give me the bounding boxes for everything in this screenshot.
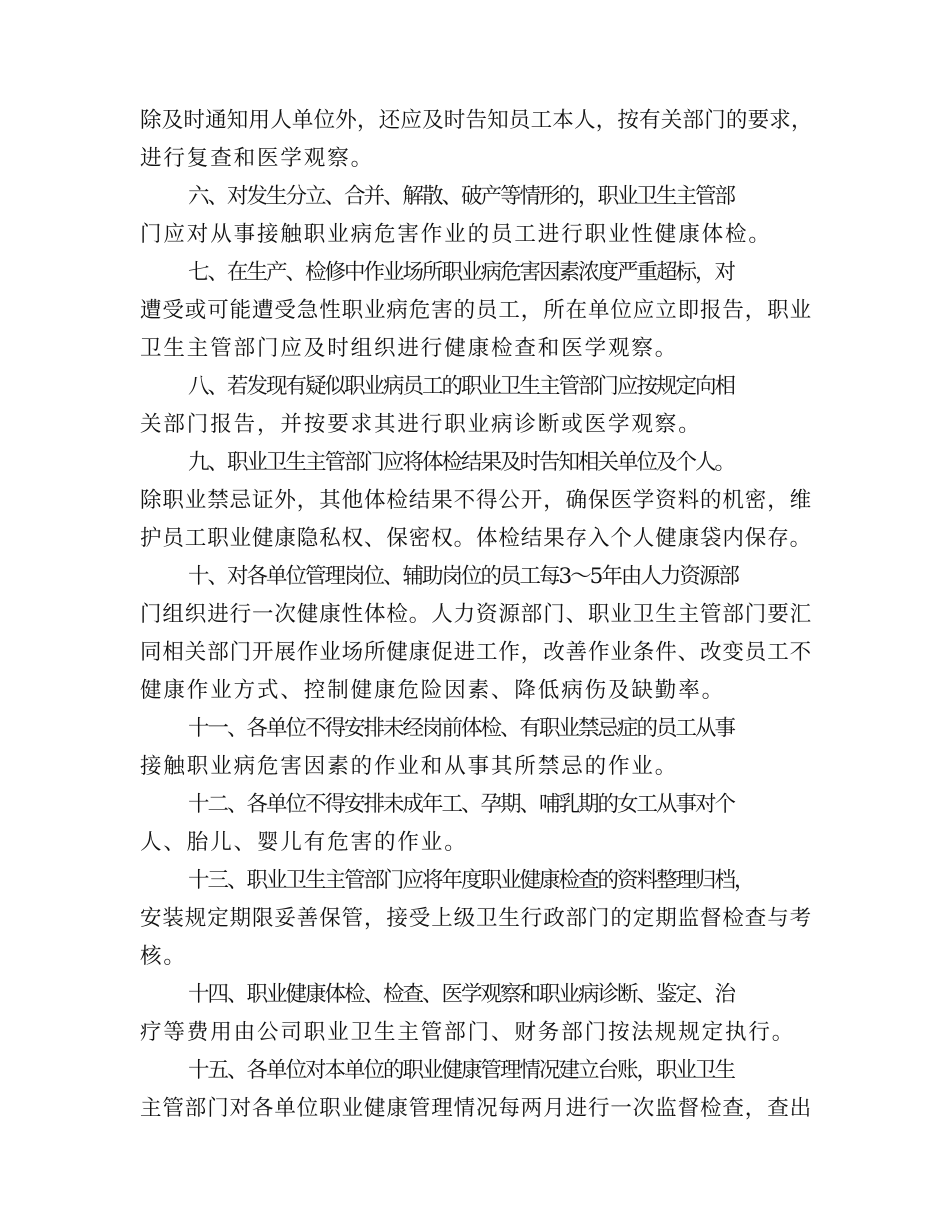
text-line: 十一、各单位不得安排未经岗前体检、有职业禁忌症的员工从事 [188,716,735,741]
text-line: 核。 [140,944,187,969]
paragraph-item-14 [140,976,812,1052]
text-line: 十、对各单位管理岗位、辅助岗位的员工每3～5年由人力资源部 [188,564,738,589]
document-page [140,102,812,1128]
text-line: 十四、职业健康体检、检查、医学观察和职业病诊断、鉴定、治 [188,982,735,1007]
paragraph-continuation [140,102,812,178]
text-line: 安装规定期限妥善保管，接受上级卫生行政部门的定期监督检查与考 [140,906,813,931]
text-line: 除职业禁忌证外，其他体检结果不得公开，确保医学资料的机密，维 [140,488,813,513]
text-line: 关部门报告，并按要求其进行职业病诊断或医学观察。 [140,412,702,437]
text-line: 主管部门对各单位职业健康管理情况每两月进行一次监督检查，查出 [140,1096,813,1121]
text-line: 十三、职业卫生主管部门应将年度职业健康检查的资料整理归档， [188,868,754,893]
paragraph-item-7 [140,254,812,368]
paragraph-item-9 [140,444,812,558]
paragraph-item-13 [140,862,812,976]
text-line: 门组织进行一次健康性体检。人力资源部门、职业卫生主管部门要汇 [140,602,813,627]
text-line: 人、胎儿、婴儿有危害的作业。 [140,830,468,855]
text-line: 九、职业卫生主管部门应将体检结果及时告知相关单位及个人。 [188,450,735,475]
text-line: 六、对发生分立、合并、解散、破产等情形的，职业卫生主管部 [188,184,735,209]
text-line: 遭受或可能遭受急性职业病危害的员工，所在单位应立即报告，职业 [140,298,813,323]
paragraph-item-8 [140,368,812,444]
text-line: 七、在生产、检修中作业场所职业病危害因素浓度严重超标，对 [188,260,735,285]
paragraph-item-6 [140,178,812,254]
paragraph-item-10 [140,558,812,710]
paragraph-item-15 [140,1052,812,1128]
text-line: 疗等费用由公司职业卫生主管部门、财务部门按法规规定执行。 [140,1020,796,1045]
paragraph-item-11 [140,710,812,786]
text-line: 同相关部门开展作业场所健康促进工作，改善作业条件、改变员工不 [140,640,813,665]
text-line: 十二、各单位不得安排未成年工、孕期、哺乳期的女工从事对个 [188,792,735,817]
paragraph-item-12 [140,786,812,862]
text-line: 门应对从事接触职业病危害作业的员工进行职业性健康体检。 [140,222,772,247]
text-line: 接触职业病危害因素的作业和从事其所禁忌的作业。 [140,754,679,779]
text-line: 除及时通知用人单位外，还应及时告知员工本人，按有关部门的要求， [140,108,813,133]
text-line: 八、若发现有疑似职业病员工的职业卫生主管部门应按规定向相 [188,374,735,399]
text-line: 护员工职业健康隐私权、保密权。体检结果存入个人健康袋内保存。 [140,526,813,551]
text-line: 十五、各单位对本单位的职业健康管理情况建立台账，职业卫生 [188,1058,735,1083]
text-line: 进行复查和医学观察。 [140,146,375,171]
text-line: 健康作业方式、控制健康危险因素、降低病伤及缺勤率。 [140,678,726,703]
text-line: 卫生主管部门应及时组织进行健康检查和医学观察。 [140,336,679,361]
